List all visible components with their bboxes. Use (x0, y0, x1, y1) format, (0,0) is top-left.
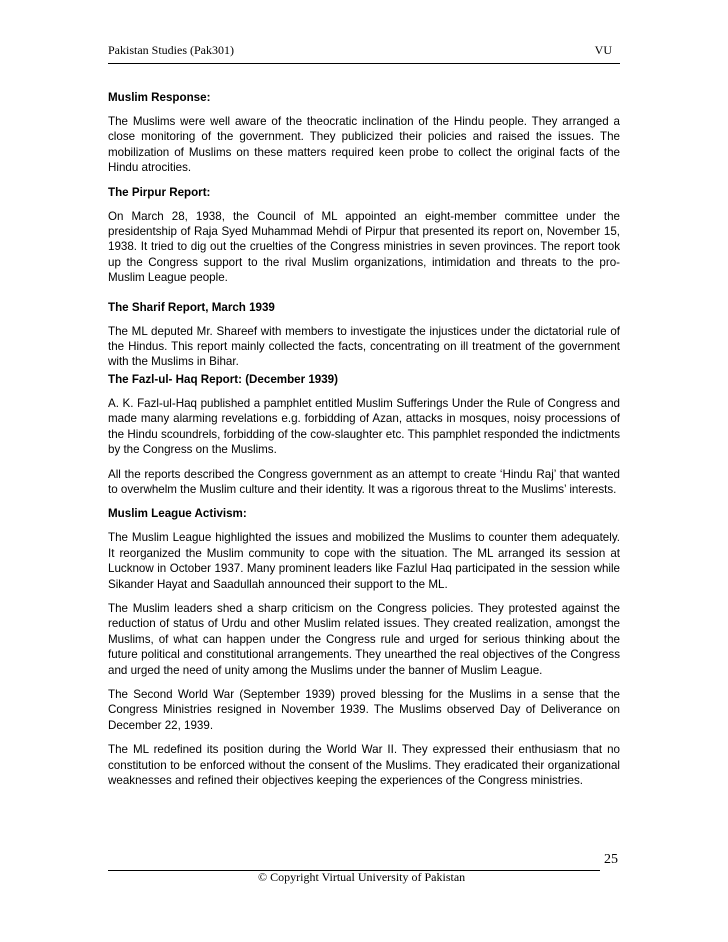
paragraph: All the reports described the Congress government as an attempt to create ‘Hindu Raj’ that wanted to overwhelm the Muslim culture and their identity. It was a rigorous threat to the Muslims’ interests. (108, 467, 620, 496)
course-title: Pakistan Studies (Pak301) (108, 43, 234, 57)
paragraph: The ML redefined its position during the World War II. They expressed their enthusiasm that no constitution to be enforced without the consent of the Muslims. They eradicated their organizational weaknesses and refined their objectives keeping the experiences of the Congress ministries. (108, 743, 620, 787)
copyright-notice: © Copyright Virtual University of Pakistan (258, 870, 466, 884)
paragraph: A. K. Fazl-ul-Haq published a pamphlet entitled Muslim Sufferings Under the Rule of Congress and made many alarming revelations e.g. forbidding of Azan, attacks in mosques, noisy processions of the Hindu scoundrels, forbidding of the cow-slaughter etc. This pamphlet responded the indictments by the Congress on the Muslims. (108, 396, 620, 457)
paragraph: The Second World War (September 1939) proved blessing for the Muslims in a sense that the Congress Ministries resigned in November 1939. The Muslims observed Day of Deliverance on December 22, 1939. (108, 687, 620, 732)
section-heading: The Fazl-ul- Haq Report: (December 1939) (108, 372, 338, 386)
paragraph: On March 28, 1938, the Council of ML appointed an eight-member committee under the presidentship of Raja Syed Muhammad Mehdi of Pirpur that presented its report on, November 15, 1938. It tried to dig out the cruelties of the Congress ministries in seven provinces. The report took up the Congress support to the rival Muslim organizations, intimidation and threats to the pro-Muslim League people. (108, 209, 620, 285)
page-number: 25 (604, 852, 618, 867)
paragraph: The ML deputed Mr. Shareef with members to investigate the injustices under the dictatorial rule of the Hindus. This report mainly collected the facts, concentrating on ill treatment of the government with the Muslims in Bihar. (108, 324, 620, 369)
paragraph: The Muslim leaders shed a sharp criticism on the Congress policies. They protested against the reduction of status of Urdu and other Muslim related issues. They created realization, amongst the Muslims, of what can happen under the Congress rule and urged for serious thinking about the future political and constitutional arrangements. They unearthed the real objectives of the Congress and urged the need of unity among the Muslims under the banner of Muslim League. (108, 601, 620, 677)
section-heading: Muslim Response: (108, 91, 211, 104)
paragraph: The Muslims were well aware of the theocratic inclination of the Hindu people. They arranged a close monitoring of the government. They publicized their policies and raised the issues. The mobilization of Muslims on these matters required keen probe to collect the original facts of the Hindu atrocities. (108, 115, 620, 175)
section-heading: Muslim League Activism: (108, 507, 247, 521)
section-heading: The Sharif Report, March 1939 (108, 300, 275, 314)
paragraph: The Muslim League highlighted the issues and mobilized the Muslims to counter them adequately. It reorganized the Muslim community to cope with the situation. The ML arranged its session at Lucknow in October 1937. Many prominent leaders like Fazlul Haq participated in the session while Sikander Hayat and Saadullah announced their support to the ML. (108, 531, 620, 591)
institution-code: VU (594, 43, 612, 57)
page-header (108, 43, 620, 64)
section-heading: The Pirpur Report: (108, 185, 211, 199)
page-content (108, 90, 620, 797)
